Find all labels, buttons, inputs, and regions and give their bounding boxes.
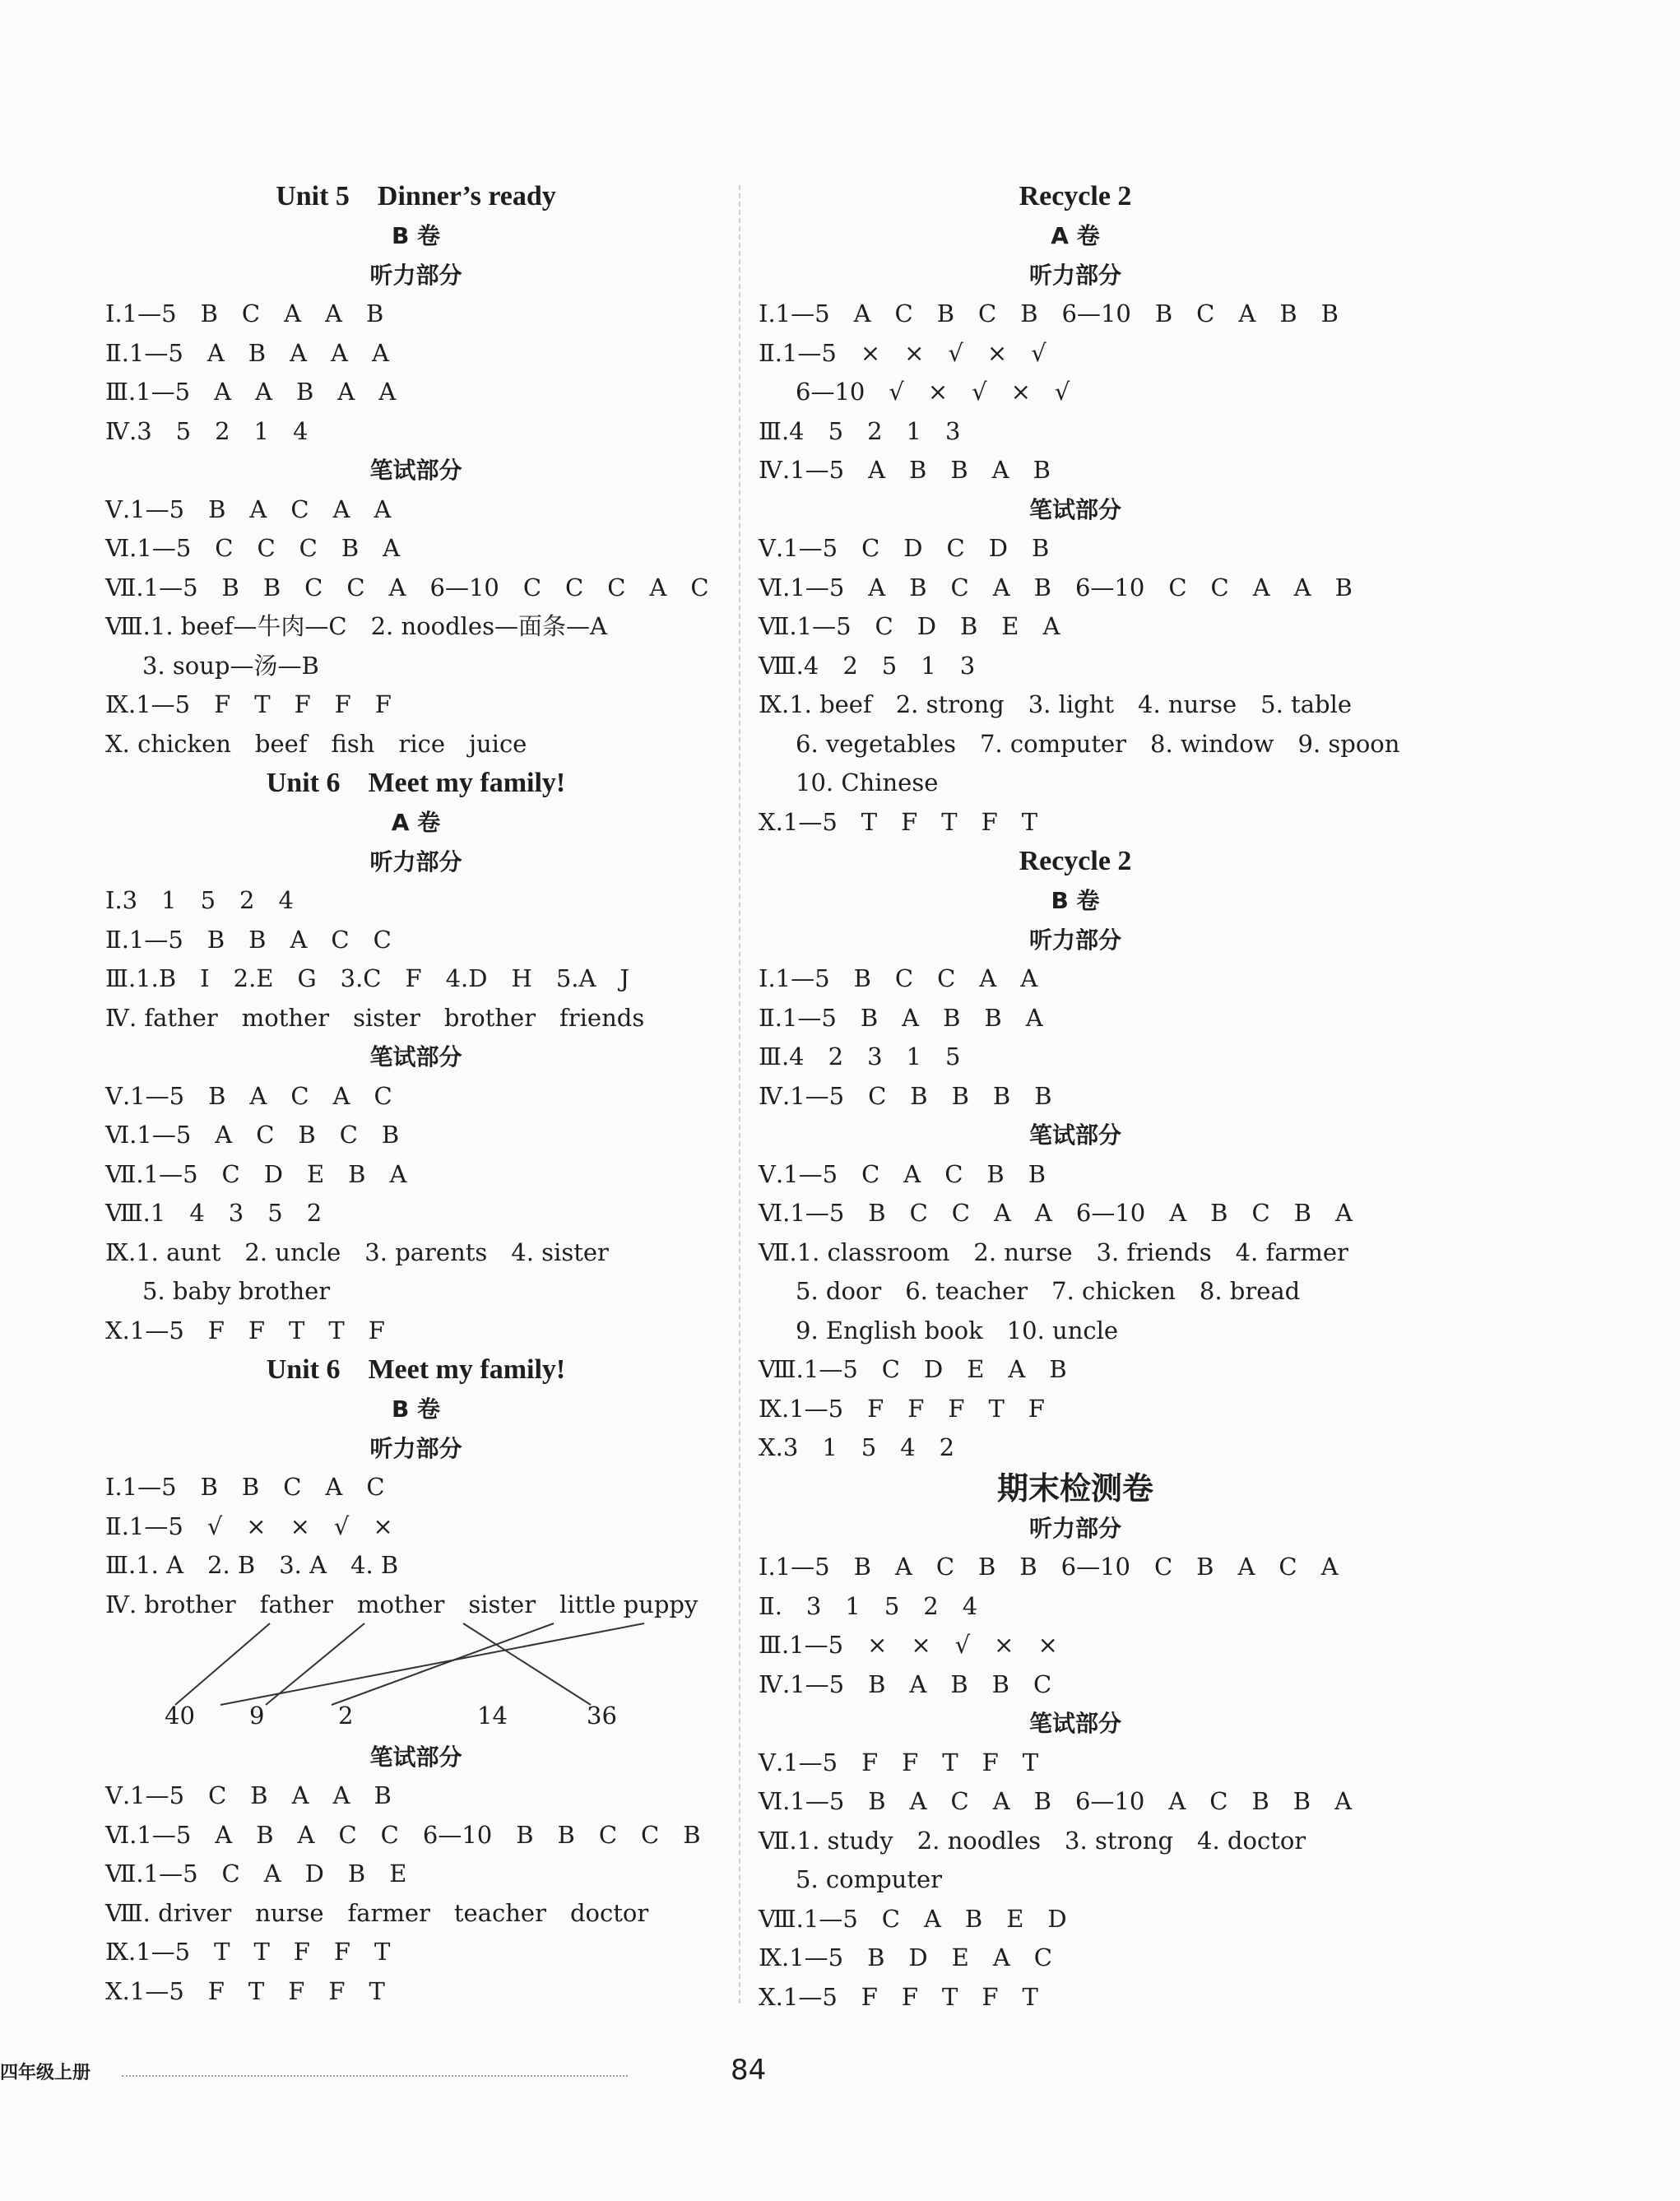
answer-line: Ⅸ.1—5 F T F F F — [105, 690, 392, 718]
answer-line: Ⅲ.1—5 A A B A A — [105, 378, 397, 406]
answer-line: Ⅳ.1—5 B A B B C — [759, 1669, 1052, 1698]
answer-line: Ⅹ.3 1 5 4 2 — [759, 1433, 955, 1461]
section-title: Unit 5 Dinner’s ready — [276, 181, 556, 211]
answer-line: Ⅶ.1. classroom 2. nurse 3. friends 4. farmer — [759, 1237, 1348, 1266]
answer-line: Ⅶ.1—5 C D B E A — [759, 612, 1060, 640]
answer-line: Ⅱ.1—5 A B A A A — [105, 338, 389, 367]
answer-line: Ⅷ.1—5 C D E A B — [759, 1355, 1067, 1383]
recycle2-a-section — [759, 177, 1400, 842]
answer-line: Ⅹ. chicken beef fish rice juice — [105, 729, 527, 758]
column-divider — [739, 185, 740, 2004]
recycle2-b-section — [759, 842, 1392, 1468]
answer-line: Ⅵ.1—5 A B A C C 6—10 B B C C B — [105, 1820, 701, 1849]
book-label: 四年级上册 — [0, 2063, 91, 2083]
answer-line: Ⅵ.1—5 B C C A A 6—10 A B C B A — [759, 1199, 1353, 1227]
final-test-section — [759, 1468, 1392, 2018]
part-label: 笔试部分 — [1028, 1710, 1121, 1737]
part-label: 听力部分 — [369, 261, 462, 289]
right-column — [759, 177, 1400, 2017]
answer-line: Ⅸ.1. beef 2. strong 3. light 4. nurse 5. table — [759, 690, 1353, 718]
answer-line: Ⅰ.1—5 B A C B B 6—10 C B A C A — [759, 1553, 1339, 1581]
answer-line: Ⅸ.1—5 F F F T F — [759, 1394, 1045, 1423]
answer-line: Ⅴ.1—5 B A C A A — [105, 495, 392, 523]
answer-line: 10. Chinese — [796, 768, 939, 796]
matching-lines — [105, 1586, 726, 1738]
answer-line: 6. vegetables 7. computer 8. window 9. spoon — [796, 729, 1400, 758]
answer-line: Ⅲ.1—5 × × √ × × — [759, 1631, 1058, 1659]
answer-line: Ⅲ.1.B I 2.E G 3.C F 4.D H 5.A J — [105, 964, 630, 992]
paper-label: B 卷 — [391, 1395, 441, 1423]
paper-label: A 卷 — [1051, 222, 1100, 249]
match-number: 40 — [165, 1701, 195, 1730]
answer-line: Ⅶ.1—5 C A D B E — [105, 1860, 407, 1888]
part-label: 听力部分 — [1028, 1514, 1121, 1542]
part-label: 听力部分 — [369, 847, 462, 875]
section-title: Unit 6 Meet my family! — [266, 1354, 566, 1385]
answer-line: Ⅵ.1—5 B A C A B 6—10 A C B B A — [759, 1787, 1353, 1815]
answer-line: Ⅰ.1—5 B C C A A — [759, 964, 1038, 992]
answer-line: Ⅸ.1—5 T T F F T — [105, 1938, 391, 1966]
section-title: Recycle 2 — [1019, 181, 1132, 211]
answer-line: 5. computer — [796, 1865, 943, 1893]
answer-line: Ⅶ.1. study 2. noodles 3. strong 4. doctor — [759, 1826, 1306, 1855]
answer-line: Ⅰ.1—5 B C A A B — [105, 300, 384, 327]
answer-line: Ⅹ.1—5 F T F F T — [105, 1976, 385, 2005]
answer-line: Ⅹ.1—5 F F T F T — [759, 1982, 1038, 2011]
answer-line: Ⅵ.1—5 A B C A B 6—10 C C A A B — [759, 573, 1353, 601]
answer-line: Ⅶ.1—5 B B C C A 6—10 C C C A C — [105, 573, 709, 601]
answer-line: Ⅳ.1—5 C B B B B — [759, 1081, 1052, 1110]
page-footer — [0, 2054, 1680, 2090]
answer-line: Ⅷ.1—5 C A B E D — [759, 1904, 1067, 1933]
answer-line: Ⅴ.1—5 F F T F T — [759, 1748, 1039, 1776]
unit6-b-section — [105, 1350, 726, 2011]
section-title: Recycle 2 — [1019, 846, 1132, 876]
paper-label: A 卷 — [391, 809, 441, 836]
answer-line: Ⅸ.1. aunt 2. uncle 3. parents 4. sister — [105, 1237, 609, 1266]
answer-line: Ⅴ.1—5 C A C B B — [759, 1159, 1047, 1188]
answer-line: 6—10 √ × √ × √ — [796, 378, 1070, 406]
answer-line: Ⅱ.1—5 B B A C C — [105, 925, 392, 954]
part-label: 笔试部分 — [369, 457, 462, 484]
part-label: 笔试部分 — [369, 1043, 462, 1070]
answer-line: Ⅳ. father mother sister brother friends — [105, 1003, 645, 1032]
answer-line: Ⅴ.1—5 B A C A C — [105, 1081, 392, 1110]
page-number: 84 — [731, 2054, 767, 2087]
answer-line: Ⅵ.1—5 C C C B A — [105, 534, 401, 562]
part-label: 笔试部分 — [1028, 495, 1121, 523]
answer-line: Ⅷ.1 4 3 5 2 — [105, 1199, 323, 1227]
answer-line: Ⅰ.1—5 A C B C B 6—10 B C A B B — [759, 300, 1339, 327]
answer-line: 3. soup—汤—B — [142, 651, 319, 680]
answer-line: Ⅵ.1—5 A C B C B — [105, 1121, 400, 1149]
answer-line: Ⅱ. 3 1 5 2 4 — [759, 1591, 978, 1620]
answer-line: Ⅷ.4 2 5 1 3 — [759, 651, 976, 680]
part-label: 笔试部分 — [369, 1743, 462, 1771]
answer-line: Ⅲ.4 2 3 1 5 — [759, 1042, 961, 1070]
unit5-b-section — [105, 177, 726, 764]
match-number: 9 — [249, 1701, 265, 1730]
answer-line: 9. English book 10. uncle — [796, 1316, 1119, 1344]
answer-line: Ⅴ.1—5 C D C D B — [759, 534, 1050, 562]
part-label: 笔试部分 — [1028, 1121, 1121, 1149]
section-title: 期末检测卷 — [996, 1470, 1153, 1507]
part-label: 听力部分 — [1028, 261, 1121, 289]
answer-line: Ⅲ.4 5 2 1 3 — [759, 416, 961, 445]
matching-diagram — [105, 1586, 726, 1738]
match-number: 2 — [338, 1701, 354, 1730]
answer-line: Ⅰ.3 1 5 2 4 — [105, 886, 294, 914]
answer-line: Ⅱ.1—5 √ × × √ × — [105, 1511, 393, 1540]
answer-line: Ⅷ. driver nurse farmer teacher doctor — [105, 1898, 649, 1927]
matching-words: Ⅳ. brother father mother sister little puppy — [105, 1590, 698, 1618]
answer-line: Ⅱ.1—5 B A B B A — [759, 1003, 1043, 1032]
match-number: 14 — [477, 1701, 508, 1730]
answer-line: 5. door 6. teacher 7. chicken 8. bread — [796, 1277, 1301, 1305]
footer-dotted-rule — [122, 2075, 628, 2077]
answer-line: Ⅹ.1—5 F F T T F — [105, 1316, 385, 1344]
answer-line: Ⅷ.1. beef—牛肉—C 2. noodles—面条—A — [105, 612, 607, 640]
section-title: Unit 6 Meet my family! — [266, 768, 566, 798]
answer-line: Ⅶ.1—5 C D E B A — [105, 1159, 407, 1188]
answer-line: Ⅸ.1—5 B D E A C — [759, 1943, 1052, 1971]
answer-line: 5. baby brother — [142, 1277, 331, 1305]
answer-line: Ⅰ.1—5 B B C A C — [105, 1473, 385, 1501]
unit6-a-section — [105, 764, 726, 1350]
part-label: 听力部分 — [369, 1434, 462, 1462]
answer-line: Ⅱ.1—5 × × √ × √ — [759, 338, 1047, 367]
left-column — [105, 177, 726, 2011]
answer-line: Ⅹ.1—5 T F T F T — [759, 807, 1038, 836]
answer-line: Ⅲ.1. A 2. B 3. A 4. B — [105, 1551, 399, 1579]
paper-label: B 卷 — [391, 222, 441, 249]
part-label: 听力部分 — [1028, 926, 1121, 954]
match-number: 36 — [587, 1701, 617, 1730]
answer-line: Ⅳ.3 5 2 1 4 — [105, 416, 309, 445]
answer-line: Ⅳ.1—5 A B B A B — [759, 456, 1051, 484]
answer-line: Ⅴ.1—5 C B A A B — [105, 1781, 392, 1809]
paper-label: B 卷 — [1051, 887, 1100, 914]
